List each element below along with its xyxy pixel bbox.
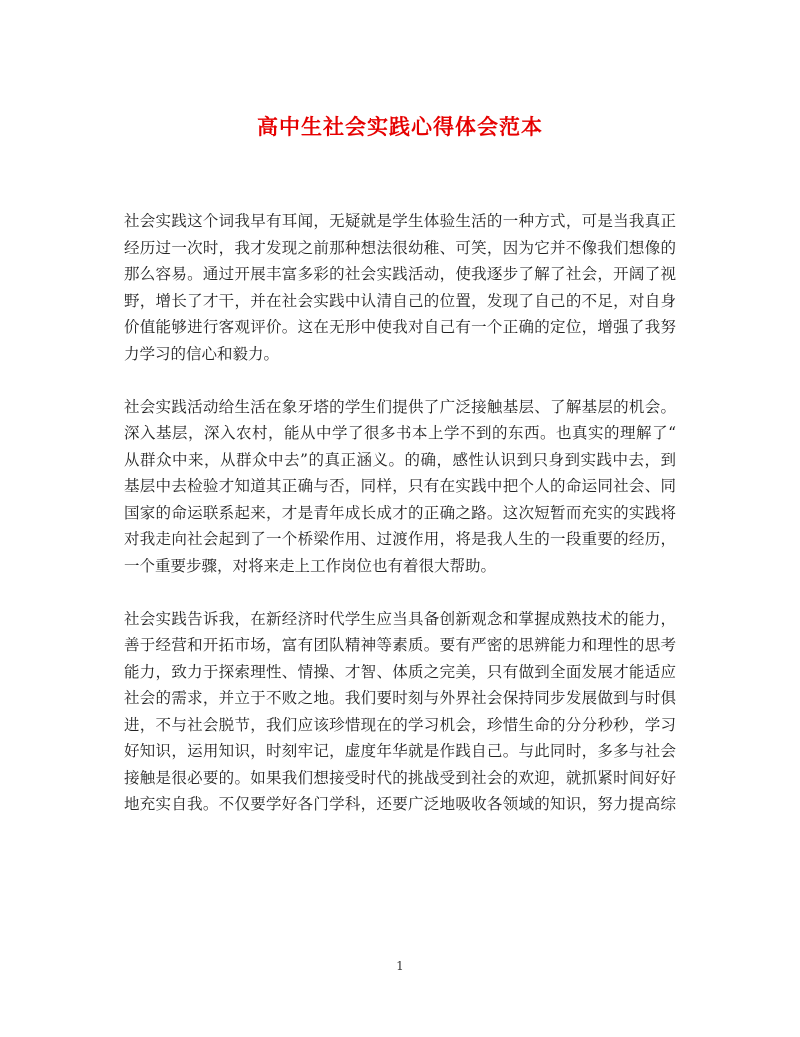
paragraph-line: 野，增长了才干，并在社会实践中认清自己的位置，发现了自己的不足，对自身 xyxy=(124,291,676,310)
paragraph-line: 社会实践告诉我，在新经济时代学生应当具备创新观念和掌握成熟技术的能力， xyxy=(124,609,676,628)
paragraph-3 xyxy=(124,606,676,818)
document-title: 高中生社会实践心得体会范本 xyxy=(257,114,543,139)
paragraph-line: 进，不与社会脱节，我们应该珍惜现在的学习机会，珍惜生命的分分秒秒，学习 xyxy=(124,715,676,734)
paragraph-line: 善于经营和开拓市场，富有团队精神等素质。要有严密的思辨能力和理性的思考 xyxy=(124,636,676,654)
page-number: 1 xyxy=(396,959,404,973)
paragraph-line: 好知识，运用知识，时刻牢记，虚度年华就是作践自己。与此同时，多多与社会 xyxy=(124,742,676,760)
paragraph-1 xyxy=(124,208,676,367)
paragraph-line: 那么容易。通过开展丰富多彩的社会实践活动，使我逐步了解了社会，开阔了视 xyxy=(124,265,676,283)
paragraph-line: 社会的需求，并立于不败之地。我们要时刻与外界社会保持同步发展做到与时俱 xyxy=(124,689,676,707)
paragraph-line: 地充实自我。不仅要学好各门学科，还要广泛地吸收各领域的知识，努力提高综 xyxy=(124,795,676,813)
paragraph-line: 深入基层，深入农村，能从中学了很多书本上学不到的东西。也真实的理解了“ xyxy=(124,424,676,442)
paragraph-line: 社会实践这个词我早有耳闻，无疑就是学生体验生活的一种方式，可是当我真正 xyxy=(124,212,676,230)
paragraph-line: 经历过一次时，我才发现之前那种想法很幼稚、可笑，因为它并不像我们想像的 xyxy=(124,238,676,257)
paragraph-line: 基层中去检验才知道其正确与否，同样，只有在实践中把个人的命运同社会、同 xyxy=(124,477,676,495)
paragraph-line: 社会实践活动给生活在象牙塔的学生们提供了广泛接触基层、了解基层的机会。 xyxy=(124,397,676,416)
paragraph-line: 国家的命运联系起来，才是青年成长成才的正确之路。这次短暂而充实的实践将 xyxy=(124,503,676,522)
document-body xyxy=(124,208,676,844)
paragraph-line: 从群众中来，从群众中去”的真正涵义。的确，感性认识到只身到实践中去，到 xyxy=(124,450,676,469)
paragraph-line: 能力，致力于探索理性、情操、才智、体质之完美，只有做到全面发展才能适应 xyxy=(124,662,676,681)
paragraph-line: 力学习的信心和毅力。 xyxy=(124,344,280,363)
paragraph-line: 接触是很必要的。如果我们想接受时代的挑战受到社会的欢迎，就抓紧时间好好 xyxy=(124,768,676,787)
paragraph-line: 对我走向社会起到了一个桥梁作用、过渡作用，将是我人生的一段重要的经历， xyxy=(124,530,676,548)
paragraph-line: 价值能够进行客观评价。这在无形中使我对自己有一个正确的定位，增强了我努 xyxy=(124,318,676,336)
paragraph-2 xyxy=(124,394,676,580)
paragraph-line: 一个重要步骤，对将来走上工作岗位也有着很大帮助。 xyxy=(124,556,497,575)
